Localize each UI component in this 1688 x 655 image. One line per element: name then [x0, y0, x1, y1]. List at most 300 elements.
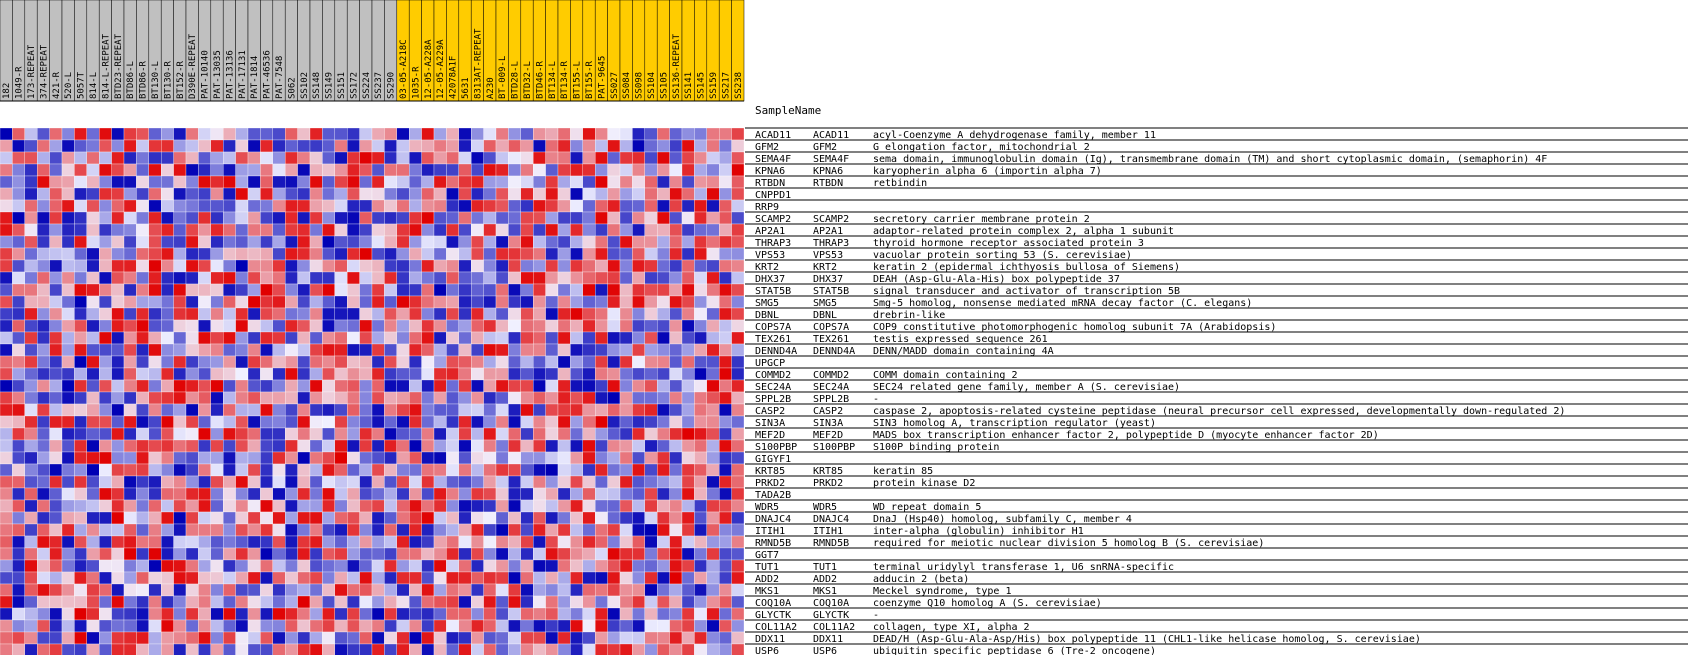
heatmap-cell — [732, 416, 744, 428]
heatmap-cell — [372, 368, 384, 380]
heatmap-cell — [719, 632, 731, 644]
heatmap-cell — [335, 500, 347, 512]
heatmap-cell — [670, 248, 682, 260]
heatmap-cell — [422, 332, 434, 344]
heatmap-cell — [99, 596, 111, 608]
heatmap-cell — [496, 344, 508, 356]
heatmap-cell — [670, 464, 682, 476]
row-symbol: SCAMP2 — [755, 214, 792, 225]
heatmap-cell — [508, 212, 520, 224]
heatmap-cell — [347, 224, 359, 236]
heatmap-cell — [248, 188, 260, 200]
heatmap-cell — [409, 500, 421, 512]
heatmap-cell — [409, 284, 421, 296]
heatmap-cell — [25, 212, 37, 224]
row-symbol: S100PBP — [755, 442, 798, 453]
heatmap-cell — [732, 560, 744, 572]
heatmap-cell — [570, 584, 582, 596]
heatmap-cell — [397, 320, 409, 332]
heatmap-cell — [620, 428, 632, 440]
heatmap-cell — [719, 572, 731, 584]
heatmap-cell — [632, 632, 644, 644]
heatmap-cell — [422, 536, 434, 548]
heatmap-cell — [360, 356, 372, 368]
heatmap-cell — [422, 368, 434, 380]
heatmap-cell — [25, 368, 37, 380]
heatmap-cell — [99, 344, 111, 356]
heatmap-cell — [694, 632, 706, 644]
heatmap-cell — [384, 260, 396, 272]
row-gene: STAT5B — [813, 286, 850, 297]
heatmap-cell — [645, 440, 657, 452]
heatmap-cell — [112, 584, 124, 596]
column-label: BT130-L — [151, 61, 161, 99]
heatmap-cell — [645, 356, 657, 368]
heatmap-cell — [608, 248, 620, 260]
heatmap-cell — [608, 512, 620, 524]
heatmap-cell — [372, 476, 384, 488]
heatmap-cell — [384, 452, 396, 464]
heatmap-cell — [434, 128, 446, 140]
heatmap-cell — [484, 200, 496, 212]
heatmap-cell — [595, 644, 607, 655]
heatmap-cell — [434, 380, 446, 392]
heatmap-cell — [112, 248, 124, 260]
heatmap-cell — [608, 500, 620, 512]
heatmap-cell — [186, 452, 198, 464]
heatmap-cell — [12, 212, 24, 224]
heatmap-cell — [149, 248, 161, 260]
heatmap-cell — [446, 584, 458, 596]
heatmap-cell — [12, 152, 24, 164]
heatmap-cell — [112, 428, 124, 440]
heatmap-cell — [335, 308, 347, 320]
heatmap-cell — [50, 428, 62, 440]
heatmap-cell — [174, 584, 186, 596]
heatmap-cell — [608, 308, 620, 320]
heatmap-cell — [732, 380, 744, 392]
heatmap-cell — [285, 260, 297, 272]
heatmap-cell — [285, 512, 297, 524]
row-symbol: ACAD11 — [755, 130, 792, 141]
row-symbol: UPGCP — [755, 358, 786, 369]
heatmap-cell — [595, 404, 607, 416]
heatmap-cell — [471, 188, 483, 200]
heatmap-cell — [484, 224, 496, 236]
heatmap-cell — [682, 260, 694, 272]
heatmap-cell — [670, 404, 682, 416]
heatmap-cell — [149, 152, 161, 164]
heatmap-cell — [310, 608, 322, 620]
heatmap-cell — [236, 584, 248, 596]
heatmap-cell — [186, 272, 198, 284]
heatmap-cell — [459, 332, 471, 344]
heatmap-cell — [546, 416, 558, 428]
heatmap-cell — [484, 296, 496, 308]
heatmap-cell — [670, 236, 682, 248]
heatmap-cell — [74, 512, 86, 524]
heatmap-cell — [112, 644, 124, 655]
heatmap-cell — [248, 632, 260, 644]
heatmap-cell — [546, 392, 558, 404]
heatmap-cell — [335, 356, 347, 368]
heatmap-cell — [608, 188, 620, 200]
heatmap-cell — [409, 392, 421, 404]
heatmap-cell — [298, 476, 310, 488]
heatmap-cell — [422, 608, 434, 620]
heatmap-cell — [558, 428, 570, 440]
heatmap-cell — [434, 152, 446, 164]
heatmap-cell — [112, 548, 124, 560]
heatmap-cell — [384, 416, 396, 428]
heatmap-cell — [372, 440, 384, 452]
heatmap-cell — [533, 416, 545, 428]
heatmap-cell — [347, 320, 359, 332]
column-label: BTD46-R — [535, 61, 546, 99]
heatmap-cell — [236, 404, 248, 416]
row-symbol: SEMA4F — [755, 154, 792, 165]
row-symbol: STAT5B — [755, 286, 792, 297]
heatmap-cell — [496, 308, 508, 320]
heatmap-cell — [397, 536, 409, 548]
heatmap-cell — [87, 500, 99, 512]
heatmap-cell — [397, 428, 409, 440]
heatmap-cell — [608, 380, 620, 392]
heatmap-cell — [657, 572, 669, 584]
heatmap-cell — [546, 368, 558, 380]
heatmap-cell — [694, 524, 706, 536]
heatmap-cell — [409, 152, 421, 164]
heatmap-cell — [112, 488, 124, 500]
heatmap-cell — [632, 548, 644, 560]
heatmap-cell — [260, 488, 272, 500]
heatmap-cell — [707, 488, 719, 500]
heatmap-cell — [74, 440, 86, 452]
heatmap-cell — [62, 260, 74, 272]
heatmap-cell — [595, 224, 607, 236]
heatmap-cell — [484, 548, 496, 560]
heatmap-cell — [124, 152, 136, 164]
heatmap-cell — [0, 308, 12, 320]
heatmap-cell — [0, 272, 12, 284]
heatmap-cell — [50, 440, 62, 452]
heatmap-cell — [236, 320, 248, 332]
heatmap-cell — [74, 500, 86, 512]
heatmap-cell — [570, 380, 582, 392]
heatmap-cell — [211, 308, 223, 320]
heatmap-cell — [25, 344, 37, 356]
heatmap-cell — [260, 452, 272, 464]
heatmap-cell — [409, 596, 421, 608]
heatmap-cell — [372, 464, 384, 476]
heatmap-cell — [310, 620, 322, 632]
heatmap-cell — [149, 140, 161, 152]
heatmap-cell — [0, 452, 12, 464]
row-description: ubiquitin specific peptidase 6 (Tre-2 oncogene) — [873, 646, 1156, 655]
heatmap-cell — [608, 524, 620, 536]
heatmap-cell — [161, 572, 173, 584]
heatmap-cell — [298, 284, 310, 296]
heatmap-cell — [136, 236, 148, 248]
heatmap-cell — [310, 440, 322, 452]
heatmap-cell — [670, 500, 682, 512]
heatmap-cell — [0, 188, 12, 200]
heatmap-cell — [310, 428, 322, 440]
heatmap-cell — [50, 236, 62, 248]
heatmap-cell — [12, 452, 24, 464]
heatmap-cell — [694, 404, 706, 416]
heatmap-cell — [645, 212, 657, 224]
column-label: BTD23-REPEAT — [113, 33, 124, 99]
heatmap-cell — [347, 260, 359, 272]
heatmap-cell — [211, 428, 223, 440]
heatmap-cell — [112, 500, 124, 512]
heatmap-cell — [595, 284, 607, 296]
heatmap-cell — [719, 200, 731, 212]
heatmap-cell — [136, 152, 148, 164]
heatmap-cell — [99, 560, 111, 572]
row-gene: COL11A2 — [813, 622, 856, 633]
heatmap-cell — [335, 488, 347, 500]
heatmap-cell — [322, 632, 334, 644]
heatmap-cell — [508, 596, 520, 608]
row-description: testis expressed sequence 261 — [873, 334, 1048, 345]
heatmap-cell — [583, 284, 595, 296]
heatmap-cell — [732, 308, 744, 320]
heatmap-cell — [484, 512, 496, 524]
heatmap-cell — [174, 284, 186, 296]
heatmap-cell — [372, 536, 384, 548]
heatmap-cell — [446, 248, 458, 260]
heatmap-cell — [471, 464, 483, 476]
heatmap-cell — [459, 140, 471, 152]
heatmap-cell — [198, 260, 210, 272]
heatmap-cell — [0, 224, 12, 236]
heatmap-cell — [471, 620, 483, 632]
heatmap-cell — [25, 236, 37, 248]
heatmap-cell — [583, 608, 595, 620]
heatmap-cell — [0, 644, 12, 655]
heatmap-cell — [521, 440, 533, 452]
heatmap-cell — [496, 608, 508, 620]
heatmap-cell — [608, 164, 620, 176]
heatmap-cell — [273, 512, 285, 524]
heatmap-cell — [719, 320, 731, 332]
heatmap-cell — [595, 248, 607, 260]
heatmap-cell — [37, 308, 49, 320]
heatmap-cell — [74, 608, 86, 620]
heatmap-cell — [322, 380, 334, 392]
heatmap-cell — [384, 236, 396, 248]
heatmap-cell — [533, 524, 545, 536]
row-description: terminal uridylyl transferase 1, U6 snRNA-specific — [873, 562, 1175, 573]
heatmap-cell — [682, 488, 694, 500]
heatmap-cell — [595, 212, 607, 224]
heatmap-cell — [409, 224, 421, 236]
heatmap-cell — [87, 572, 99, 584]
heatmap-cell — [409, 236, 421, 248]
row-gene: COQ10A — [813, 598, 850, 609]
heatmap-cell — [471, 224, 483, 236]
heatmap-cell — [335, 620, 347, 632]
heatmap-cell — [211, 524, 223, 536]
heatmap-cell — [99, 512, 111, 524]
heatmap-cell — [136, 188, 148, 200]
heatmap-cell — [521, 200, 533, 212]
heatmap-cell — [360, 152, 372, 164]
heatmap-cell — [37, 596, 49, 608]
heatmap-cell — [74, 524, 86, 536]
heatmap-cell — [236, 176, 248, 188]
heatmap-cell — [236, 440, 248, 452]
heatmap-cell — [87, 428, 99, 440]
heatmap-cell — [236, 416, 248, 428]
heatmap-cell — [62, 440, 74, 452]
heatmap-cell — [273, 308, 285, 320]
heatmap-cell — [62, 428, 74, 440]
heatmap-cell — [260, 632, 272, 644]
heatmap-cell — [285, 236, 297, 248]
heatmap-cell — [546, 584, 558, 596]
heatmap-cell — [347, 200, 359, 212]
heatmap-cell — [459, 608, 471, 620]
heatmap-cell — [285, 416, 297, 428]
heatmap-cell — [273, 572, 285, 584]
heatmap-cell — [161, 212, 173, 224]
heatmap-cell — [583, 176, 595, 188]
heatmap-cell — [298, 248, 310, 260]
heatmap-cell — [174, 404, 186, 416]
heatmap-cell — [459, 368, 471, 380]
heatmap-cell — [198, 224, 210, 236]
heatmap-cell — [174, 644, 186, 655]
heatmap-cell — [248, 608, 260, 620]
heatmap-cell — [62, 284, 74, 296]
heatmap-cell — [533, 620, 545, 632]
heatmap-cell — [583, 308, 595, 320]
heatmap-cell — [694, 356, 706, 368]
heatmap-cell — [248, 368, 260, 380]
heatmap-cell — [719, 512, 731, 524]
heatmap-cell — [236, 548, 248, 560]
heatmap-cell — [62, 296, 74, 308]
heatmap-cell — [285, 476, 297, 488]
heatmap-cell — [260, 392, 272, 404]
heatmap-cell — [136, 320, 148, 332]
heatmap-cell — [124, 608, 136, 620]
heatmap-cell — [732, 572, 744, 584]
heatmap-cell — [87, 488, 99, 500]
heatmap-cell — [37, 392, 49, 404]
heatmap-cell — [260, 608, 272, 620]
heatmap-cell — [570, 308, 582, 320]
heatmap-cell — [682, 596, 694, 608]
heatmap-cell — [74, 620, 86, 632]
heatmap-cell — [372, 236, 384, 248]
heatmap-cell — [149, 296, 161, 308]
heatmap-cell — [409, 632, 421, 644]
heatmap-cell — [707, 320, 719, 332]
row-gene: PRKD2 — [813, 478, 844, 489]
heatmap-cell — [694, 464, 706, 476]
heatmap-cell — [570, 500, 582, 512]
heatmap-cell — [632, 536, 644, 548]
heatmap-cell — [136, 260, 148, 272]
heatmap-cell — [99, 584, 111, 596]
heatmap-cell — [335, 632, 347, 644]
heatmap-cell — [248, 176, 260, 188]
heatmap-cell — [558, 368, 570, 380]
heatmap-cell — [37, 476, 49, 488]
heatmap-cell — [248, 308, 260, 320]
heatmap-cell — [335, 296, 347, 308]
heatmap-cell — [384, 308, 396, 320]
heatmap-cell — [620, 512, 632, 524]
heatmap-cell — [25, 128, 37, 140]
heatmap-cell — [161, 416, 173, 428]
heatmap-cell — [12, 344, 24, 356]
heatmap-cell — [74, 644, 86, 655]
heatmap-cell — [335, 188, 347, 200]
row-symbol: VPS53 — [755, 250, 786, 261]
heatmap-cell — [570, 236, 582, 248]
heatmap-cell — [248, 524, 260, 536]
heatmap-cell — [570, 128, 582, 140]
heatmap-cell — [74, 380, 86, 392]
heatmap-cell — [707, 128, 719, 140]
heatmap-cell — [37, 488, 49, 500]
heatmap-cell — [37, 536, 49, 548]
heatmap-cell — [732, 356, 744, 368]
heatmap-cell — [50, 548, 62, 560]
heatmap-cell — [496, 488, 508, 500]
heatmap-cell — [0, 368, 12, 380]
heatmap-cell — [558, 176, 570, 188]
heatmap-cell — [50, 320, 62, 332]
heatmap-cell — [409, 128, 421, 140]
heatmap-cell — [570, 416, 582, 428]
heatmap-cell — [521, 164, 533, 176]
heatmap-cell — [496, 632, 508, 644]
heatmap-cell — [397, 140, 409, 152]
heatmap-cell — [384, 440, 396, 452]
heatmap-cell — [211, 368, 223, 380]
heatmap-cell — [62, 548, 74, 560]
heatmap-cell — [248, 164, 260, 176]
heatmap-cell — [25, 572, 37, 584]
heatmap-cell — [198, 488, 210, 500]
heatmap-cell — [583, 404, 595, 416]
heatmap-cell — [570, 440, 582, 452]
heatmap-cell — [273, 452, 285, 464]
heatmap-cell — [236, 140, 248, 152]
heatmap-cell — [347, 248, 359, 260]
heatmap-cell — [372, 212, 384, 224]
heatmap-cell — [422, 464, 434, 476]
heatmap-cell — [0, 200, 12, 212]
heatmap-cell — [546, 284, 558, 296]
heatmap-cell — [248, 296, 260, 308]
heatmap-cell — [583, 440, 595, 452]
heatmap-cell — [732, 608, 744, 620]
heatmap-cell — [533, 356, 545, 368]
column-label: SS105 — [659, 71, 670, 99]
heatmap-cell — [360, 560, 372, 572]
heatmap-cell — [521, 152, 533, 164]
heatmap-cell — [87, 392, 99, 404]
heatmap-cell — [446, 416, 458, 428]
heatmap-cell — [682, 176, 694, 188]
